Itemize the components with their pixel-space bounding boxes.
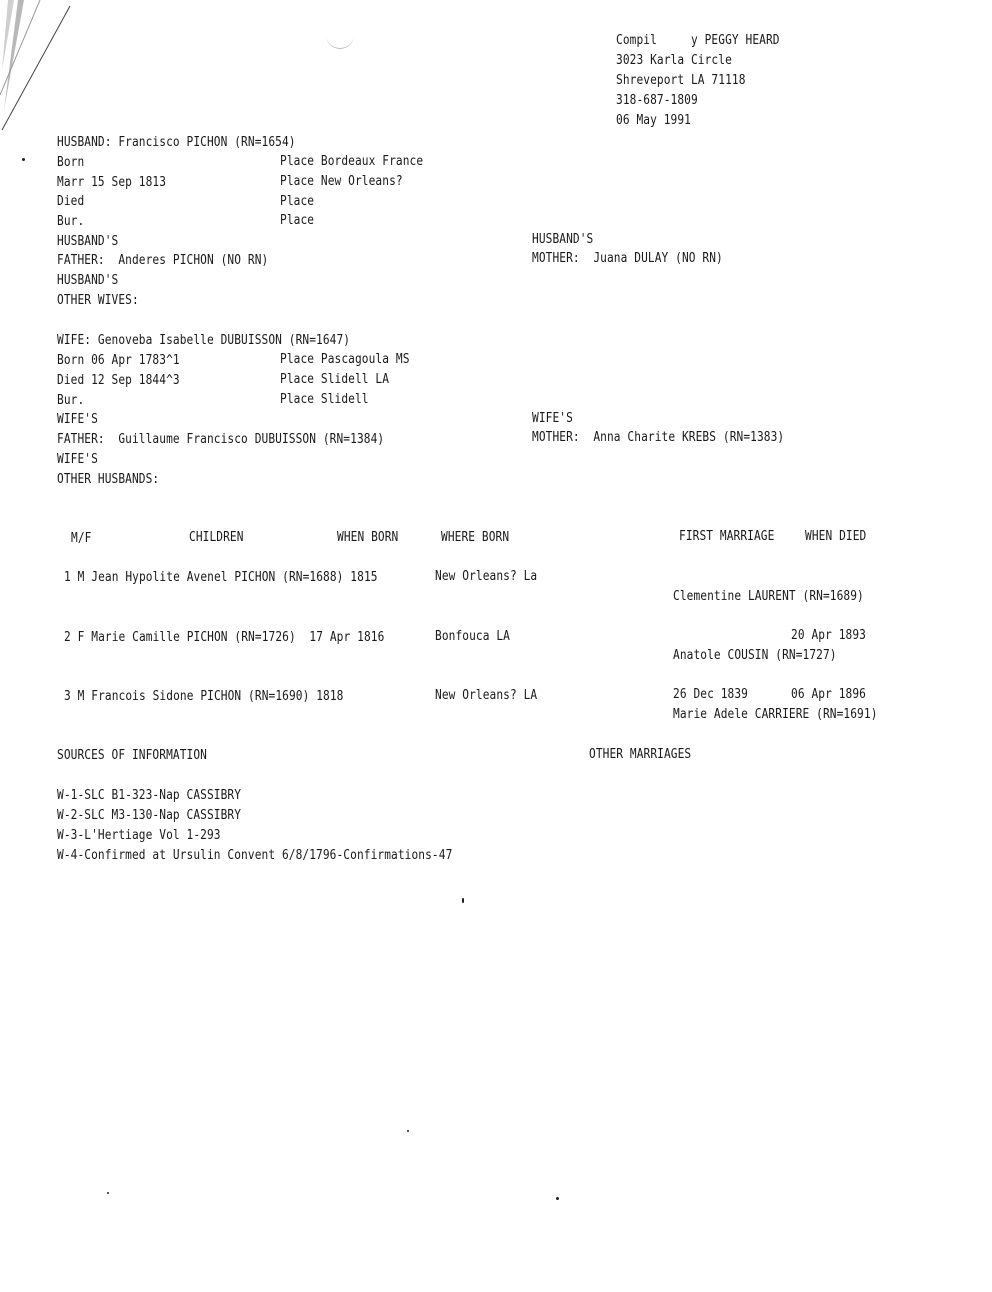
wife-mother-label: WIFE'S — [532, 411, 573, 426]
husband-born-place: Place Bordeaux France — [280, 154, 424, 169]
child-entry: 3 M Francois Sidone PICHON (RN=1690) 1818 — [64, 689, 344, 704]
children-header-first-marriage: FIRST MARRIAGE — [679, 529, 775, 544]
wife-died: Died 12 Sep 1844^3 — [57, 373, 180, 388]
husband-burial-place: Place — [280, 213, 315, 228]
children-header-when-born: WHEN BORN — [337, 530, 399, 545]
compiler-city: Shreveport LA 71118 — [616, 73, 746, 88]
child-death-date: 06 Apr 1896 — [791, 687, 866, 702]
scan-edge-artifact — [0, 0, 80, 140]
scan-mark — [326, 28, 354, 49]
child-birthplace: Bonfouca LA — [435, 629, 510, 644]
compiler-street: 3023 Karla Circle — [616, 53, 732, 68]
husband-mother-label: HUSBAND'S — [532, 232, 594, 247]
wife-born: Born 06 Apr 1783^1 — [57, 353, 180, 368]
scan-speck — [407, 1130, 409, 1132]
husband-mother: MOTHER: Juana DULAY (NO RN) — [532, 251, 723, 266]
husband-other-wives-label: HUSBAND'S — [57, 273, 119, 288]
scan-speck — [22, 158, 25, 161]
child-spouse: Clementine LAURENT (RN=1689) — [673, 589, 864, 604]
husband-burial: Bur. — [57, 214, 85, 229]
child-birthplace: New Orleans? LA — [435, 688, 538, 703]
husband-died: Died — [57, 194, 85, 209]
child-entry: 1 M Jean Hypolite Avenel PICHON (RN=1688) 1815 — [64, 570, 378, 585]
source-item: W-2-SLC M3-130-Nap CASSIBRY — [57, 808, 242, 823]
scan-speck — [556, 1197, 559, 1200]
compiler-date: 06 May 1991 — [616, 113, 691, 128]
wife-born-place: Place Pascagoula MS — [280, 352, 410, 367]
source-item: W-4-Confirmed at Ursulin Convent 6/8/1796-Confirmations-47 — [57, 848, 453, 863]
children-header-children: CHILDREN — [189, 530, 244, 545]
wife-burial-place: Place Slidell — [280, 392, 369, 407]
wife-other-husbands-label: WIFE'S — [57, 452, 98, 467]
other-marriages-header: OTHER MARRIAGES — [589, 747, 692, 762]
wife-mother: MOTHER: Anna Charite KREBS (RN=1383) — [532, 430, 785, 445]
source-item: W-1-SLC B1-323-Nap CASSIBRY — [57, 788, 242, 803]
compiler-phone: 318-687-1809 — [616, 93, 698, 108]
children-header-when-died: WHEN DIED — [805, 529, 867, 544]
children-header-mf: M/F — [71, 531, 92, 546]
child-spouse: Marie Adele CARRIERE (RN=1691) — [673, 707, 878, 722]
source-item: W-3-L'Hertiage Vol 1-293 — [57, 828, 221, 843]
wife-name: WIFE: Genoveba Isabelle DUBUISSON (RN=1647) — [57, 333, 351, 348]
wife-father: FATHER: Guillaume Francisco DUBUISSON (RN=1384) — [57, 432, 385, 447]
wife-burial: Bur. — [57, 393, 85, 408]
husband-marriage: Marr 15 Sep 1813 — [57, 175, 167, 190]
child-death-date: 20 Apr 1893 — [791, 628, 866, 643]
child-marriage-date: 26 Dec 1839 — [673, 687, 748, 702]
sources-header: SOURCES OF INFORMATION — [57, 748, 207, 763]
child-birthplace: New Orleans? La — [435, 569, 538, 584]
child-entry: 2 F Marie Camille PICHON (RN=1726) 17 Apr 1816 — [64, 630, 385, 645]
wife-other-husbands: OTHER HUSBANDS: — [57, 472, 160, 487]
husband-born: Born — [57, 155, 85, 170]
scan-speck — [462, 898, 464, 903]
husband-other-wives: OTHER WIVES: — [57, 293, 139, 308]
compiler-name: Compil y PEGGY HEARD — [616, 33, 780, 48]
husband-father: FATHER: Anderes PICHON (NO RN) — [57, 253, 269, 268]
husband-died-place: Place — [280, 194, 315, 209]
wife-died-place: Place Slidell LA — [280, 372, 390, 387]
husband-marriage-place: Place New Orleans? — [280, 174, 403, 189]
children-header-where-born: WHERE BORN — [441, 530, 510, 545]
wife-father-label: WIFE'S — [57, 412, 98, 427]
husband-father-label: HUSBAND'S — [57, 234, 119, 249]
husband-name: HUSBAND: Francisco PICHON (RN=1654) — [57, 135, 296, 150]
scan-speck — [107, 1192, 109, 1194]
child-spouse: Anatole COUSIN (RN=1727) — [673, 648, 837, 663]
